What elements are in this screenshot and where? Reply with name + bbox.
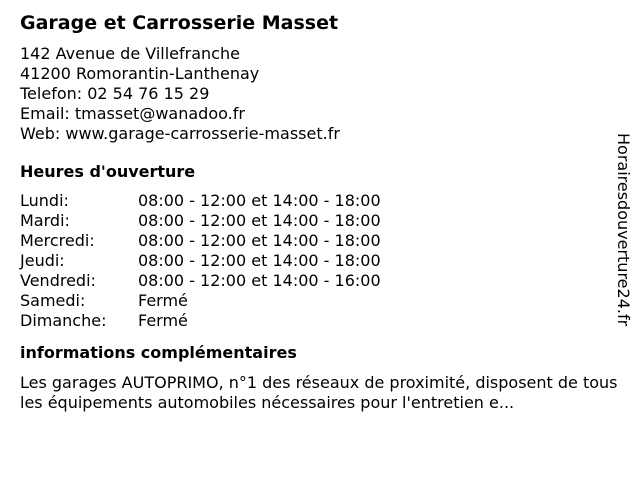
- time-value: Fermé: [138, 291, 188, 310]
- address-city: 41200 Romorantin-Lanthenay: [20, 64, 260, 83]
- day-label: Mardi:: [20, 211, 70, 230]
- hours-row-sunday: [20, 311, 610, 331]
- day-label: Jeudi:: [20, 251, 65, 270]
- day-label: Samedi:: [20, 291, 86, 310]
- email-line: Email: tmasset@wanadoo.fr: [20, 104, 245, 123]
- address-block: [20, 44, 610, 144]
- time-value: 08:00 - 12:00 et 14:00 - 18:00: [138, 251, 381, 270]
- hours-row-tuesday: [20, 211, 610, 231]
- hours-row-monday: [20, 191, 610, 211]
- time-value: 08:00 - 12:00 et 14:00 - 18:00: [138, 211, 381, 230]
- business-name: Garage et Carrosserie Masset: [20, 12, 339, 34]
- day-label: Vendredi:: [20, 271, 96, 290]
- additional-info-text: Les garages AUTOPRIMO, n°1 des réseaux de proximité, disposent de tous les équipements automobiles nécessaires pour l'entretien e...: [20, 373, 618, 412]
- business-card: [20, 10, 618, 413]
- hours-row-thursday: [20, 251, 610, 271]
- opening-hours-heading: Heures d'ouverture: [20, 162, 196, 181]
- day-label: Dimanche:: [20, 311, 107, 330]
- hours-row-wednesday: [20, 231, 610, 251]
- time-value: 08:00 - 12:00 et 14:00 - 16:00: [138, 271, 381, 290]
- time-value: 08:00 - 12:00 et 14:00 - 18:00: [138, 191, 381, 210]
- opening-hours-table: [20, 191, 610, 331]
- address-street: 142 Avenue de Villefranche: [20, 44, 240, 63]
- web-line: Web: www.garage-carrosserie-masset.fr: [20, 124, 340, 143]
- hours-row-saturday: [20, 291, 610, 311]
- time-value: 08:00 - 12:00 et 14:00 - 18:00: [138, 231, 381, 250]
- time-value: Fermé: [138, 311, 188, 330]
- day-label: Lundi:: [20, 191, 69, 210]
- day-label: Mercredi:: [20, 231, 95, 250]
- phone-line: Telefon: 02 54 76 15 29: [20, 84, 210, 103]
- additional-info-heading: informations complémentaires: [20, 343, 297, 362]
- site-watermark: Horairesdouverture24.fr: [614, 133, 633, 327]
- hours-row-friday: [20, 271, 610, 291]
